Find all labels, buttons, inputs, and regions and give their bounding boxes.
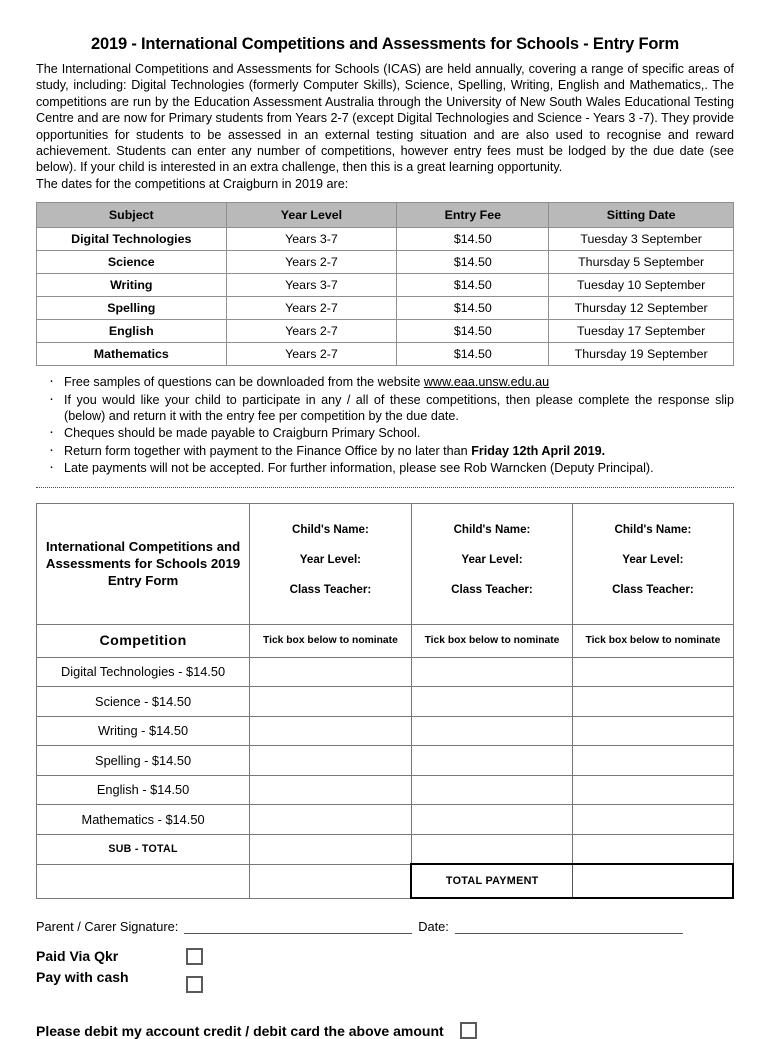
- cell-entry-fee: $14.50: [397, 228, 549, 251]
- entry-form-table: [36, 503, 734, 900]
- note-text: Free samples of questions can be downloaded from the website: [64, 375, 424, 390]
- cell-subject: English: [37, 320, 227, 343]
- entry-form-column-header-row: [37, 624, 734, 657]
- tick-cell-child1[interactable]: [250, 687, 412, 717]
- class-teacher-label: Class Teacher:: [289, 582, 372, 596]
- paid-via-qkr-checkbox[interactable]: [186, 948, 203, 965]
- cell-entry-fee: $14.50: [397, 343, 549, 366]
- tick-cell-child1[interactable]: [250, 657, 412, 687]
- total-row-spacer-2: [250, 864, 412, 898]
- cell-year-level: Years 2-7: [226, 320, 397, 343]
- tick-cell-child2[interactable]: [411, 805, 573, 835]
- dates-lead-in: The dates for the competitions at Craigburn in 2019 are:: [36, 176, 349, 191]
- cell-subject: Mathematics: [37, 343, 227, 366]
- entry-form-row: [37, 746, 734, 776]
- year-level-label: Year Level:: [461, 552, 523, 566]
- subtotal-cell-child3[interactable]: [573, 834, 733, 864]
- entry-form-row: [37, 805, 734, 835]
- note-text: Return form together with payment to the Finance Office by no later than: [64, 443, 472, 458]
- list-item: · If you would like your child to participate in any / all of these competitions, then please complete the response slip (below) and return it with the entry fee per competition by the due date.: [36, 392, 734, 425]
- signature-label: Parent / Carer Signature:: [36, 919, 179, 935]
- debit-statement-label: Please debit my account credit / debit card the above amount: [36, 1022, 444, 1039]
- tick-cell-child3[interactable]: [573, 716, 733, 746]
- tick-cell-child1[interactable]: [250, 775, 412, 805]
- table-row: [37, 274, 734, 297]
- tick-cell-child3[interactable]: [573, 805, 733, 835]
- pay-with-cash-checkbox[interactable]: [186, 976, 203, 993]
- cell-sitting-date: Tuesday 17 September: [549, 320, 734, 343]
- signature-input-rule[interactable]: [184, 921, 412, 934]
- cell-year-level: Years 2-7: [226, 251, 397, 274]
- class-teacher-label: Class Teacher:: [612, 582, 694, 596]
- cut-line-divider: [36, 487, 734, 489]
- childs-name-label: Child's Name:: [291, 522, 369, 536]
- subtotal-label: SUB - TOTAL: [37, 834, 250, 864]
- competition-label: Digital Technologies - $14.50: [37, 657, 250, 687]
- cell-sitting-date: Thursday 5 September: [549, 251, 734, 274]
- entry-form-title-line1: International Competitions: [45, 539, 214, 555]
- payment-options: [36, 948, 734, 1008]
- competition-label: Science - $14.50: [37, 687, 250, 717]
- competition-dates-table: [36, 202, 734, 366]
- year-level-label: Year Level:: [622, 552, 684, 566]
- table-row: [37, 320, 734, 343]
- cell-entry-fee: $14.50: [397, 251, 549, 274]
- tick-cell-child3[interactable]: [573, 657, 733, 687]
- class-teacher-label: Class Teacher:: [451, 582, 533, 596]
- cell-subject: Writing: [37, 274, 227, 297]
- subtotal-row: [37, 834, 734, 864]
- notes-list: [36, 374, 734, 476]
- table-header-row: [37, 203, 734, 228]
- child-details-cell-2: [411, 503, 573, 624]
- subtotal-cell-child1[interactable]: [250, 834, 412, 864]
- tick-cell-child2[interactable]: [411, 657, 573, 687]
- total-payment-row: [37, 864, 734, 898]
- due-date-emphasis: Friday 12th April 2019.: [471, 443, 606, 458]
- tick-column-header-3: Tick box below to nominate: [573, 624, 733, 657]
- signature-line: [36, 919, 734, 934]
- entry-form-header-row: [37, 503, 734, 624]
- tick-column-header-2: Tick box below to nominate: [411, 624, 573, 657]
- tick-cell-child2[interactable]: [411, 716, 573, 746]
- tick-cell-child1[interactable]: [250, 716, 412, 746]
- tick-cell-child1[interactable]: [250, 746, 412, 776]
- tick-cell-child1[interactable]: [250, 805, 412, 835]
- competition-label: Mathematics - $14.50: [37, 805, 250, 835]
- table-row: [37, 228, 734, 251]
- cell-subject: Spelling: [37, 297, 227, 320]
- cell-entry-fee: $14.50: [397, 297, 549, 320]
- competition-label: Writing - $14.50: [37, 716, 250, 746]
- tick-cell-child3[interactable]: [573, 746, 733, 776]
- child-details-cell-3: [573, 503, 733, 624]
- list-item: [36, 443, 734, 459]
- intro-paragraph: The International Competitions and Assessments for Schools (ICAS) are held annually, covering a range of specific areas of study, including: Digital Technologies (formerly Computer Skills), Science, Spelling, Writing, English and Mathematics,. The competitions are run by the Education Assessment Australia through the University of New South Wales Educational Testing Centre and are now for Primary students from Years 2-7 (except Digital Technologies and Science - Years 3 -7). They provide opportunities for students to be assessed in an external testing situation and are also used to recognise and reward achievement. Students can enter any number of competitions, however entry fees must be lodged by the due date (see below). If your child is interested in an extra challenge, then this is a great learning opportunity.: [36, 62, 734, 175]
- page-title: 2019 - International Competitions and Assessments for Schools - Entry Form: [91, 35, 679, 53]
- entry-form-title-cell: [37, 503, 250, 624]
- year-level-label: Year Level:: [299, 552, 362, 566]
- childs-name-label: Child's Name:: [614, 522, 692, 536]
- cell-year-level: Years 2-7: [226, 297, 397, 320]
- cell-subject: Science: [37, 251, 227, 274]
- column-header-entry-fee: Entry Fee: [397, 203, 549, 228]
- child-details-cell-1: [250, 503, 412, 624]
- competition-label: Spelling - $14.50: [37, 746, 250, 776]
- tick-cell-child2[interactable]: [411, 775, 573, 805]
- entry-form-title-line2: and Assessments for Schools: [45, 539, 241, 572]
- column-header-subject: Subject: [37, 203, 227, 228]
- total-payment-label: TOTAL PAYMENT: [411, 864, 573, 898]
- subtotal-cell-child2[interactable]: [411, 834, 573, 864]
- debit-account-checkbox[interactable]: [460, 1022, 477, 1039]
- entry-form-row: [37, 657, 734, 687]
- tick-cell-child3[interactable]: [573, 687, 733, 717]
- cell-sitting-date: Thursday 12 September: [549, 297, 734, 320]
- entry-form-title-line3: 2019 Entry Form: [107, 556, 241, 589]
- debit-authorisation-row: [36, 1022, 734, 1039]
- cell-entry-fee: $14.50: [397, 320, 549, 343]
- total-row-spacer-1: [37, 864, 250, 898]
- cell-entry-fee: $14.50: [397, 274, 549, 297]
- cell-sitting-date: Tuesday 10 September: [549, 274, 734, 297]
- cell-year-level: Years 3-7: [226, 274, 397, 297]
- table-row: [37, 251, 734, 274]
- tick-cell-child3[interactable]: [573, 775, 733, 805]
- date-label: Date:: [418, 919, 449, 935]
- entry-form-row: [37, 775, 734, 805]
- tick-cell-child2[interactable]: [411, 746, 573, 776]
- pay-with-cash-label: Pay with cash: [36, 969, 129, 986]
- tick-cell-child2[interactable]: [411, 687, 573, 717]
- column-header-sitting-date: Sitting Date: [549, 203, 734, 228]
- tick-column-header-1: Tick box below to nominate: [250, 624, 412, 657]
- cell-year-level: Years 3-7: [226, 228, 397, 251]
- date-input-rule[interactable]: [455, 921, 683, 934]
- table-row: [37, 343, 734, 366]
- cell-sitting-date: Thursday 19 September: [549, 343, 734, 366]
- competition-label: English - $14.50: [37, 775, 250, 805]
- childs-name-label: Child's Name:: [453, 522, 531, 536]
- entry-form-row: [37, 687, 734, 717]
- list-item: · Cheques should be made payable to Craigburn Primary School.: [36, 425, 734, 441]
- competition-column-header: Competition: [37, 624, 250, 657]
- entry-form-row: [37, 716, 734, 746]
- table-row: [37, 297, 734, 320]
- list-item: · Late payments will not be accepted. For further information, please see Rob Warncken (Deputy Principal).: [36, 460, 734, 476]
- cell-sitting-date: Tuesday 3 September: [549, 228, 734, 251]
- column-header-year-level: Year Level: [226, 203, 397, 228]
- paid-via-qkr-label: Paid Via Qkr: [36, 948, 119, 965]
- cell-year-level: Years 2-7: [226, 343, 397, 366]
- list-item: [36, 374, 734, 390]
- cell-subject: Digital Technologies: [37, 228, 227, 251]
- total-payment-input-cell[interactable]: [573, 864, 733, 898]
- eaa-website-link[interactable]: www.eaa.unsw.edu.au: [423, 375, 550, 390]
